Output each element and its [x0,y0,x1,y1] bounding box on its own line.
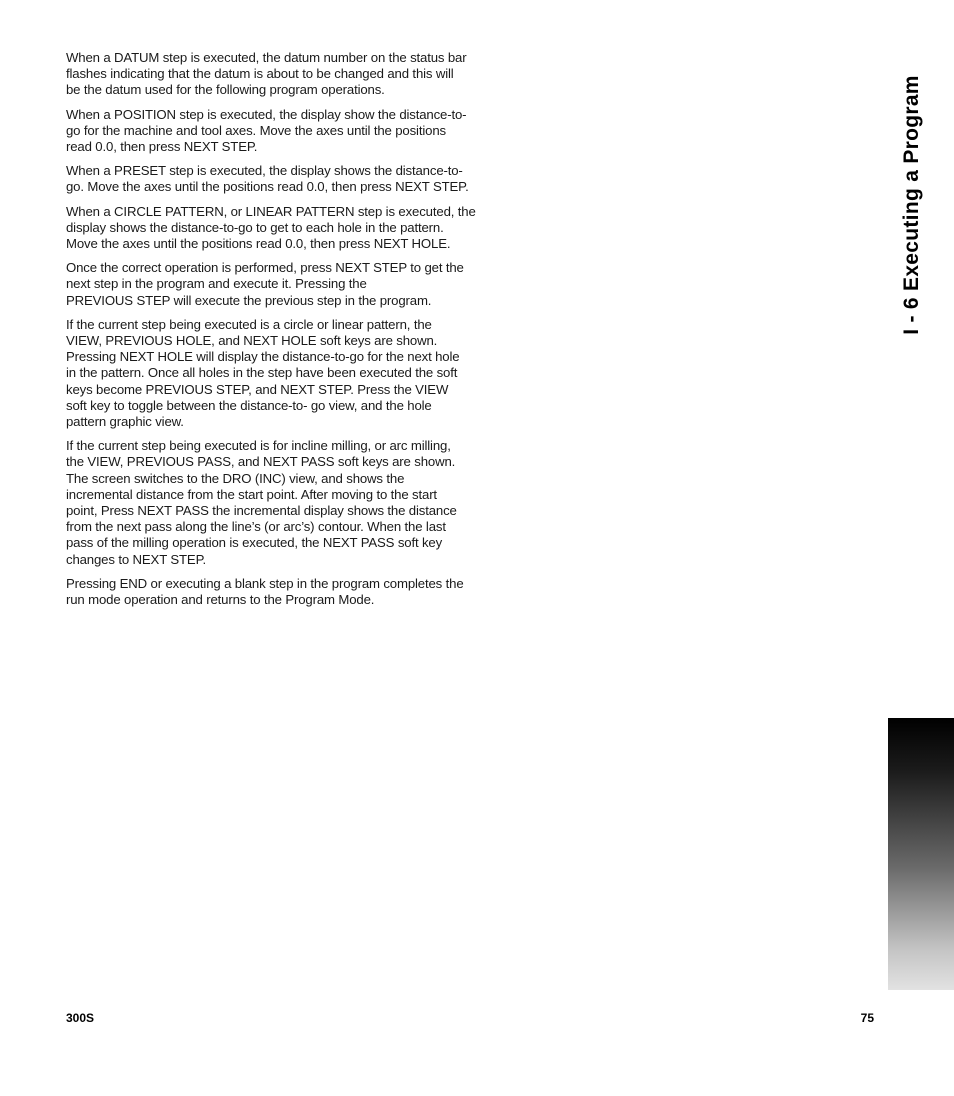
paragraph-end-step: Pressing END or executing a blank step in the program completes the run mode operation and returns to the Program Mode. [66,575,464,608]
paragraph-pattern-soft-keys: If the current step being executed is a circle or linear pattern, the VIEW, PREVIOUS HOLE, and NEXT HOLE soft keys are shown. Pressing NEXT HOLE will display the distance-to-go for the next hole in the pattern. Once all holes in the step have been executed the soft keys become PREVIOUS STEP, and NEXT STEP. Press the VIEW soft key to toggle between the distance-to- go view, and the hole pattern graphic view. [66,316,460,430]
footer-page-number: 75 [860,1011,874,1025]
footer-model: 300S [66,1011,95,1025]
paragraph-milling-soft-keys: If the current step being executed is for incline milling, or arc milling, the VIEW, PREVIOUS PASS, and NEXT PASS soft keys are shown. The screen switches to the DRO (INC) view, and shows the incremental distance from the start point. After moving to the start point, Press NEXT PASS the incremental display shows the distance from the next pass along the line’s (or arc’s) contour. When the last pass of the milling operation is executed, the NEXT PASS soft key changes to NEXT STEP. [66,438,457,567]
chapter-title-text: I - 6 Executing a Program [900,75,923,335]
body-text [66,50,518,616]
paragraph-pattern-step: When a CIRCLE PATTERN, or LINEAR PATTERN step is executed, the display shows the distance-to-go to get to each hole in the pattern. Move the axes until the positions read 0.0, then press NEXT HOLE. [66,203,476,252]
paragraph-preset-step: When a PRESET step is executed, the display shows the distance-to- go. Move the axes until the positions read 0.0, then press NEXT STEP. [66,163,469,195]
paragraph-datum-step: When a DATUM step is executed, the datum number on the status bar flashes indicating that the datum is about to be changed and this will be the datum used for the following program operations. [66,50,467,98]
paragraph-next-step: Once the correct operation is performed, press NEXT STEP to get the next step in the program and execute it. Pressing the PREVIOUS STEP will execute the previous step in the program. [66,260,464,308]
paragraph-position-step: When a POSITION step is executed, the display show the distance-to- go for the machine and tool axes. Move the axes until the positions read 0.0, then press NEXT STEP. [66,106,467,155]
chapter-tab-marker [888,718,954,990]
